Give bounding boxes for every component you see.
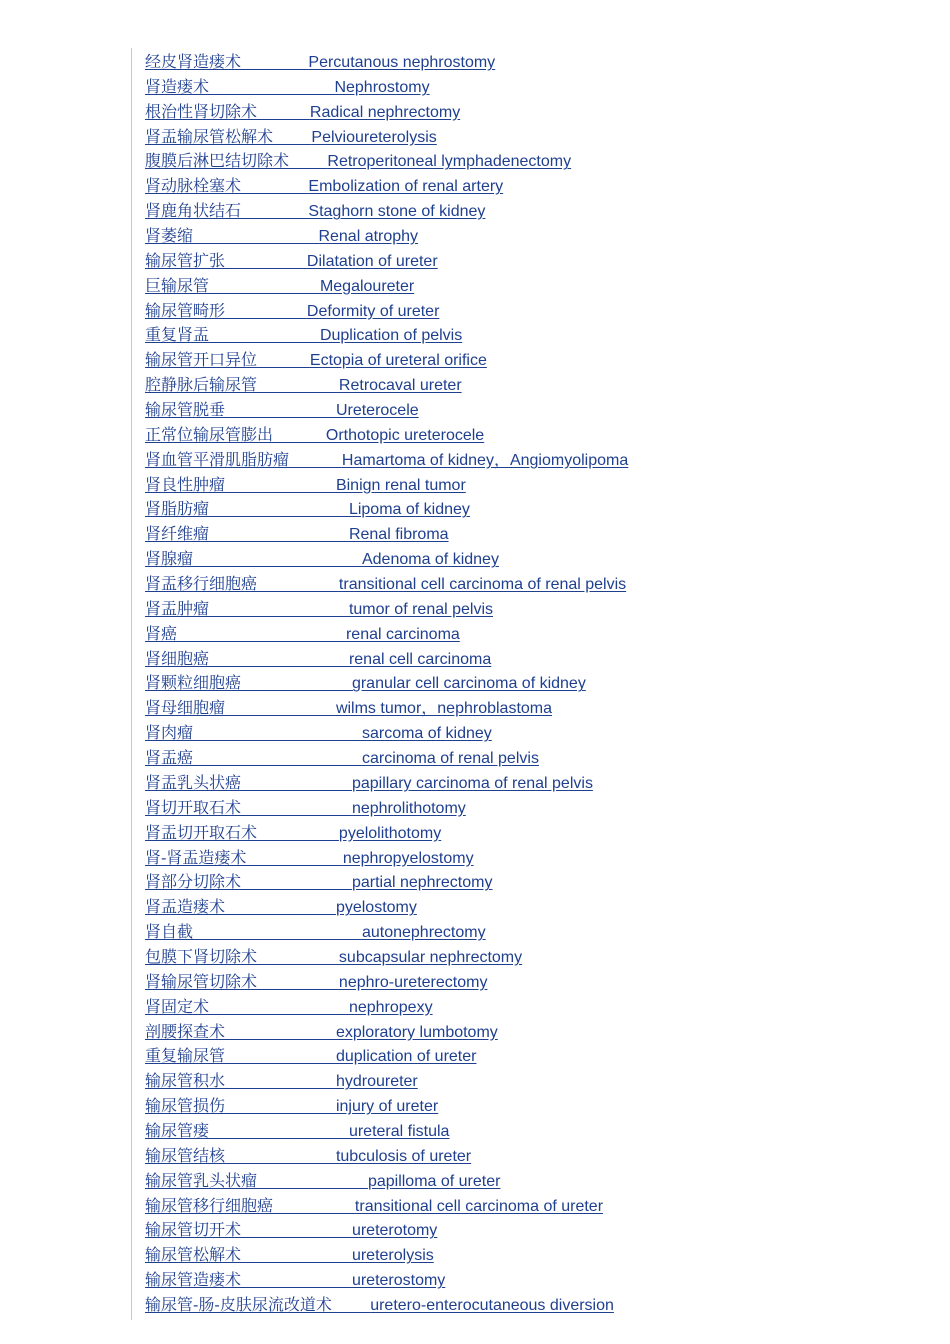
term-row bbox=[145, 746, 925, 771]
term-chinese: 肾盂造瘘术 bbox=[145, 897, 226, 917]
term-english: sarcoma of kidney bbox=[361, 725, 492, 743]
term-english: hydroureter bbox=[335, 1073, 418, 1091]
term-link[interactable] bbox=[145, 996, 433, 1016]
term-link[interactable] bbox=[145, 822, 442, 842]
term-separator: _ _ _ _ _ _ bbox=[257, 973, 339, 991]
term-chinese: 输尿管畸形 bbox=[145, 300, 226, 320]
term-separator: _ _ _ _ _ _ _ _ bbox=[225, 1098, 336, 1116]
term-link[interactable] bbox=[145, 1272, 445, 1289]
term-separator: _ _ _ _ _ _ _ _ _ _ bbox=[209, 600, 349, 618]
term-link[interactable] bbox=[145, 946, 523, 966]
term-list bbox=[145, 50, 925, 1318]
term-link[interactable] bbox=[145, 576, 626, 593]
term-link[interactable] bbox=[145, 772, 593, 792]
term-english: Adenoma of kidney bbox=[361, 551, 499, 569]
term-chinese: 肾细胞癌 bbox=[145, 648, 210, 668]
term-separator: _ _ _ _ _ _ _ _ _ bbox=[209, 78, 335, 96]
term-row bbox=[145, 597, 925, 622]
term-english: nephropexy bbox=[348, 998, 433, 1016]
term-chinese: 肾部分切除术 bbox=[145, 872, 242, 892]
term-link[interactable] bbox=[145, 1222, 437, 1239]
term-chinese: 肾癌 bbox=[145, 623, 178, 643]
term-link[interactable] bbox=[145, 76, 430, 96]
term-row bbox=[145, 821, 925, 846]
term-chinese: 输尿管损伤 bbox=[145, 1096, 226, 1116]
term-link[interactable] bbox=[145, 126, 437, 146]
term-english: injury of ureter bbox=[335, 1098, 439, 1116]
term-english: renal cell carcinoma bbox=[348, 650, 492, 668]
term-link[interactable] bbox=[145, 1073, 418, 1090]
term-row bbox=[145, 398, 925, 423]
term-english: Percutanous nephrostomy bbox=[308, 54, 496, 71]
term-separator: _ _ _ _ _ _ _ _ _ _ bbox=[209, 1122, 349, 1140]
term-english: wilms tumor，nephroblastoma bbox=[335, 700, 553, 718]
term-row bbox=[145, 1144, 925, 1169]
term-separator: _ _ _ _ _ _ _ _ bbox=[241, 1272, 352, 1290]
term-chinese: 肾盂移行细胞癌 bbox=[145, 574, 258, 594]
term-row bbox=[145, 373, 925, 398]
term-english: pyelostomy bbox=[335, 899, 417, 917]
term-chinese: 肾脂肪瘤 bbox=[145, 499, 210, 519]
term-english: granular cell carcinoma of kidney bbox=[351, 675, 586, 693]
term-english: Ectopia of ureteral orifice bbox=[309, 352, 487, 370]
term-english: Staghorn stone of kidney bbox=[308, 203, 486, 221]
term-row bbox=[145, 522, 925, 547]
term-english: nephrolithotomy bbox=[351, 799, 466, 817]
term-chinese: 根治性肾切除术 bbox=[145, 101, 258, 121]
term-link[interactable] bbox=[145, 1195, 604, 1215]
term-separator: _ _ _ _ bbox=[257, 103, 310, 121]
term-english: uretero-enterocutaneous diversion bbox=[370, 1296, 614, 1314]
term-link[interactable] bbox=[145, 300, 440, 320]
term-separator: _ _ _ _ _ _ bbox=[257, 948, 339, 966]
term-chinese: 肾盂癌 bbox=[145, 748, 194, 768]
term-separator: _ _ _ _ _ _ _ _ _ _ _ _ bbox=[193, 551, 362, 569]
term-english: Megaloureter bbox=[319, 277, 415, 295]
term-english: Radical nephrectomy bbox=[309, 103, 461, 121]
term-english: Ureterocele bbox=[335, 402, 419, 420]
term-row bbox=[145, 323, 925, 348]
term-english: Embolization of renal artery bbox=[308, 178, 504, 196]
term-row bbox=[145, 995, 925, 1020]
term-row bbox=[145, 846, 925, 871]
term-chinese: 重复肾盂 bbox=[145, 325, 210, 345]
term-row bbox=[145, 671, 925, 696]
term-link[interactable] bbox=[145, 424, 485, 444]
term-english: partial nephrectomy bbox=[351, 874, 493, 892]
term-separator: _ _ _ _ _ _ _ _ _ _ _ _ bbox=[193, 750, 362, 768]
term-english: Pelvioureterolysis bbox=[311, 128, 437, 146]
term-separator: _ _ _ _ _ _ _ _ bbox=[225, 402, 336, 420]
term-chinese: 重复输尿管 bbox=[145, 1046, 226, 1066]
term-link[interactable] bbox=[145, 474, 466, 494]
term-chinese: 输尿管积水 bbox=[145, 1071, 226, 1091]
term-link[interactable] bbox=[145, 377, 462, 394]
term-chinese: 肾母细胞瘤 bbox=[145, 698, 226, 718]
term-row bbox=[145, 1243, 925, 1268]
term-english: Renal fibroma bbox=[348, 526, 449, 544]
term-row bbox=[145, 647, 925, 672]
term-link[interactable] bbox=[145, 797, 466, 817]
term-row bbox=[145, 497, 925, 522]
term-link[interactable] bbox=[145, 847, 474, 867]
term-english: papillary carcinoma of renal pelvis bbox=[351, 774, 593, 792]
term-link[interactable] bbox=[145, 1247, 434, 1264]
term-link[interactable] bbox=[145, 675, 586, 692]
term-link[interactable] bbox=[145, 250, 438, 270]
term-separator: _ _ _ bbox=[289, 153, 328, 171]
term-chinese: 输尿管松解术 bbox=[145, 1245, 242, 1265]
term-english: ureterolysis bbox=[351, 1247, 434, 1265]
term-row bbox=[145, 348, 925, 373]
term-link[interactable] bbox=[145, 623, 460, 643]
term-chinese: 经皮肾造瘘术 bbox=[145, 52, 242, 71]
term-english: nephro-ureterectomy bbox=[338, 973, 488, 991]
term-chinese: 肾动脉栓塞术 bbox=[145, 176, 242, 196]
term-separator: _ _ _ _ _ _ bbox=[225, 252, 307, 270]
term-separator: _ _ _ _ _ _ _ _ bbox=[225, 1023, 336, 1041]
term-chinese: 肾盂输尿管松解术 bbox=[145, 126, 274, 146]
term-chinese: 肾切开取石术 bbox=[145, 797, 242, 817]
term-separator: _ _ _ _ _ _ _ _ bbox=[225, 1147, 336, 1165]
term-english: nephropyelostomy bbox=[342, 849, 474, 867]
term-separator: _ _ _ _ _ _ bbox=[273, 1197, 355, 1215]
term-separator: _ _ _ _ _ _ _ _ bbox=[225, 476, 336, 494]
term-link[interactable] bbox=[145, 899, 417, 916]
term-english: transitional cell carcinoma of ureter bbox=[354, 1197, 604, 1215]
term-row bbox=[145, 870, 925, 895]
term-chinese: 肾萎缩 bbox=[145, 226, 194, 246]
term-row bbox=[145, 696, 925, 721]
term-separator: _ _ _ _ _ _ _ _ _ _ bbox=[209, 650, 349, 668]
term-english: duplication of ureter bbox=[335, 1048, 477, 1066]
term-english: Hamartoma of kidney，Angiomyolipoma bbox=[341, 451, 629, 469]
term-separator: _ _ _ _ _ _ _ _ bbox=[241, 1222, 352, 1240]
term-separator: _ _ _ _ _ bbox=[241, 178, 309, 196]
term-row bbox=[145, 1069, 925, 1094]
term-row bbox=[145, 622, 925, 647]
term-link[interactable] bbox=[145, 725, 492, 742]
term-english: ureterostomy bbox=[351, 1272, 446, 1290]
term-row bbox=[145, 100, 925, 125]
term-english: Binign renal tumor bbox=[335, 476, 466, 494]
term-link[interactable] bbox=[145, 402, 419, 419]
term-separator: _ _ _ _ _ _ bbox=[225, 302, 307, 320]
term-english: renal carcinoma bbox=[345, 625, 460, 643]
term-link[interactable] bbox=[145, 1048, 476, 1065]
term-link[interactable] bbox=[145, 327, 462, 344]
term-chinese: 肾纤维瘤 bbox=[145, 524, 210, 544]
term-chinese: 腹膜后淋巴结切除术 bbox=[145, 151, 290, 171]
term-separator: _ _ _ _ bbox=[273, 426, 326, 444]
term-link[interactable] bbox=[145, 449, 629, 469]
term-link[interactable] bbox=[145, 352, 487, 369]
term-separator: _ _ _ _ _ _ _ _ bbox=[241, 799, 352, 817]
term-link[interactable] bbox=[145, 526, 449, 543]
term-link[interactable] bbox=[145, 700, 552, 717]
term-chinese: 巨输尿管 bbox=[145, 275, 210, 295]
term-link[interactable] bbox=[145, 1170, 501, 1190]
term-link[interactable] bbox=[145, 1145, 472, 1165]
term-chinese: 输尿管造瘘术 bbox=[145, 1270, 242, 1290]
term-row bbox=[145, 274, 925, 299]
term-chinese: 输尿管切开术 bbox=[145, 1220, 242, 1240]
term-chinese: 肾颗粒细胞癌 bbox=[145, 673, 242, 693]
term-row bbox=[145, 1119, 925, 1144]
term-separator: _ _ _ _ _ bbox=[241, 203, 309, 221]
term-separator: _ _ _ _ _ _ _ _ _ _ bbox=[209, 998, 349, 1016]
term-separator: _ _ _ _ _ _ _ _ bbox=[225, 1048, 336, 1066]
term-row bbox=[145, 1218, 925, 1243]
term-link[interactable] bbox=[145, 1098, 438, 1115]
term-row bbox=[145, 771, 925, 796]
term-row bbox=[145, 1268, 925, 1293]
term-chinese: 肾盂切开取石术 bbox=[145, 822, 258, 842]
term-separator: _ _ _ _ _ _ _ _ bbox=[209, 277, 320, 295]
term-link[interactable] bbox=[145, 203, 485, 220]
term-link[interactable] bbox=[145, 501, 470, 518]
term-row bbox=[145, 796, 925, 821]
term-english: papilloma of ureter bbox=[367, 1172, 501, 1190]
term-row bbox=[145, 1293, 925, 1318]
term-link[interactable] bbox=[145, 153, 571, 170]
term-separator: _ _ _ _ _ _ _ _ bbox=[225, 700, 336, 718]
term-english: Dilatation of ureter bbox=[306, 252, 438, 270]
term-separator: _ _ _ _ _ _ _ _ _ _ _ _ bbox=[193, 924, 362, 942]
term-separator: _ _ _ _ _ _ _ _ bbox=[257, 1172, 368, 1190]
term-chinese: 肾盂乳头状癌 bbox=[145, 772, 242, 792]
term-row bbox=[145, 75, 925, 100]
term-english: Orthotopic ureterocele bbox=[325, 426, 485, 444]
term-english: Nephrostomy bbox=[334, 78, 430, 96]
term-link[interactable] bbox=[145, 178, 503, 195]
term-row bbox=[145, 572, 925, 597]
term-row bbox=[145, 920, 925, 945]
term-link[interactable] bbox=[145, 54, 495, 71]
term-link[interactable] bbox=[145, 750, 539, 767]
term-chinese: 剖腰探查术 bbox=[145, 1021, 226, 1041]
term-english: exploratory lumbotomy bbox=[335, 1023, 498, 1041]
term-english: pyelolithotomy bbox=[338, 824, 442, 842]
term-link[interactable] bbox=[145, 598, 494, 618]
term-english: transitional cell carcinoma of renal pelvis bbox=[338, 576, 627, 594]
term-english: autonephrectomy bbox=[361, 924, 486, 942]
term-english: ureterotomy bbox=[351, 1222, 438, 1240]
term-separator: _ _ _ _ _ _ _ _ bbox=[241, 874, 352, 892]
term-english: Retroperitoneal lymphadenectomy bbox=[327, 153, 572, 171]
term-chinese: 输尿管-肠-皮肤尿流改道术 bbox=[145, 1294, 332, 1314]
term-row bbox=[145, 945, 925, 970]
term-separator: _ _ _ _ _ _ _ _ _ _ bbox=[209, 526, 349, 544]
term-row bbox=[145, 721, 925, 746]
term-chinese: 肾肉瘤 bbox=[145, 723, 194, 743]
term-link[interactable] bbox=[145, 275, 415, 295]
term-chinese: 输尿管乳头状瘤 bbox=[145, 1170, 258, 1190]
term-separator: _ _ _ _ _ _ _ _ bbox=[225, 1073, 336, 1091]
term-link[interactable] bbox=[145, 1294, 614, 1314]
term-row bbox=[145, 1020, 925, 1045]
term-chinese: 肾鹿角状结石 bbox=[145, 201, 242, 221]
term-separator: _ _ _ _ _ _ bbox=[257, 824, 339, 842]
term-link[interactable] bbox=[145, 924, 486, 941]
term-separator: _ _ _ _ _ _ _ _ _ bbox=[193, 228, 319, 246]
term-link[interactable] bbox=[145, 228, 418, 245]
term-chinese: 包膜下肾切除术 bbox=[145, 946, 258, 966]
term-row bbox=[145, 970, 925, 995]
term-row bbox=[145, 448, 925, 473]
term-row bbox=[145, 1044, 925, 1069]
term-separator: _ _ _ bbox=[273, 128, 312, 146]
term-row bbox=[145, 1169, 925, 1194]
left-margin-rule bbox=[131, 48, 132, 1320]
term-row bbox=[145, 1194, 925, 1219]
term-chinese: 肾造瘘术 bbox=[145, 76, 210, 96]
term-separator: _ _ _ _ _ _ _ _ _ _ _ _ bbox=[193, 725, 362, 743]
term-english: Retrocaval ureter bbox=[338, 377, 462, 395]
term-link[interactable] bbox=[145, 1120, 450, 1140]
term-separator: _ _ _ _ _ _ _ _ bbox=[241, 1247, 352, 1265]
term-link[interactable] bbox=[145, 874, 492, 891]
term-separator: _ _ _ _ _ bbox=[241, 54, 309, 71]
term-row bbox=[145, 249, 925, 274]
term-english: Renal atrophy bbox=[318, 228, 419, 246]
term-chinese: 输尿管扩张 bbox=[145, 250, 226, 270]
term-english: Deformity of ureter bbox=[306, 302, 440, 320]
term-chinese: 输尿管脱垂 bbox=[145, 400, 226, 420]
term-row bbox=[145, 299, 925, 324]
term-row bbox=[145, 224, 925, 249]
term-chinese: 输尿管瘘 bbox=[145, 1120, 210, 1140]
term-row bbox=[145, 149, 925, 174]
term-chinese: 肾输尿管切除术 bbox=[145, 971, 258, 991]
term-separator: _ _ _ _ _ _ _ _ bbox=[225, 899, 336, 917]
term-row bbox=[145, 895, 925, 920]
term-chinese: 肾-肾盂造瘘术 bbox=[145, 847, 247, 867]
term-row bbox=[145, 473, 925, 498]
term-separator: _ _ _ _ bbox=[289, 451, 342, 469]
term-chinese: 肾良性肿瘤 bbox=[145, 474, 226, 494]
term-row bbox=[145, 547, 925, 572]
term-separator: _ _ _ _ _ _ bbox=[257, 377, 339, 395]
term-english: Lipoma of kidney bbox=[348, 501, 470, 519]
term-row bbox=[145, 1094, 925, 1119]
term-separator: _ _ _ _ _ _ _ _ bbox=[241, 675, 352, 693]
term-separator: _ _ _ bbox=[331, 1296, 371, 1314]
term-link[interactable] bbox=[145, 101, 461, 121]
term-row bbox=[145, 50, 925, 75]
term-english: Duplication of pelvis bbox=[319, 327, 463, 345]
term-row bbox=[145, 125, 925, 150]
term-separator: _ _ _ _ _ _ _ _ bbox=[209, 327, 320, 345]
term-separator: _ _ _ _ _ _ bbox=[257, 576, 339, 594]
term-chinese: 正常位输尿管膨出 bbox=[145, 424, 274, 444]
term-chinese: 肾盂肿瘤 bbox=[145, 598, 210, 618]
term-chinese: 输尿管开口异位 bbox=[145, 350, 258, 370]
term-link[interactable] bbox=[145, 971, 488, 991]
term-link[interactable] bbox=[145, 1021, 498, 1041]
term-english: ureteral fistula bbox=[348, 1122, 450, 1140]
term-chinese: 肾血管平滑肌脂肪瘤 bbox=[145, 449, 290, 469]
term-chinese: 腔静脉后输尿管 bbox=[145, 375, 258, 395]
term-english: subcapsular nephrectomy bbox=[338, 948, 523, 966]
term-chinese: 输尿管移行细胞癌 bbox=[145, 1195, 274, 1215]
term-separator: _ _ _ _ _ _ _ _ bbox=[241, 774, 352, 792]
term-row bbox=[145, 199, 925, 224]
term-separator: _ _ _ _ _ _ _ _ _ _ _ _ bbox=[177, 625, 346, 643]
term-english: tumor of renal pelvis bbox=[348, 600, 494, 618]
term-english: tubculosis of ureter bbox=[335, 1147, 472, 1165]
term-link[interactable] bbox=[145, 551, 499, 568]
term-separator: _ _ _ _ _ _ _ _ _ _ bbox=[209, 501, 349, 519]
term-chinese: 肾固定术 bbox=[145, 996, 210, 1016]
term-link[interactable] bbox=[145, 648, 492, 668]
term-chinese: 输尿管结核 bbox=[145, 1145, 226, 1165]
term-separator: _ _ _ _ bbox=[257, 352, 310, 370]
term-chinese: 肾自截 bbox=[145, 922, 194, 942]
term-row bbox=[145, 174, 925, 199]
term-separator: _ _ _ _ _ _ _ bbox=[246, 849, 343, 867]
term-english: carcinoma of renal pelvis bbox=[361, 750, 539, 768]
term-chinese: 肾腺瘤 bbox=[145, 549, 194, 569]
term-row bbox=[145, 423, 925, 448]
